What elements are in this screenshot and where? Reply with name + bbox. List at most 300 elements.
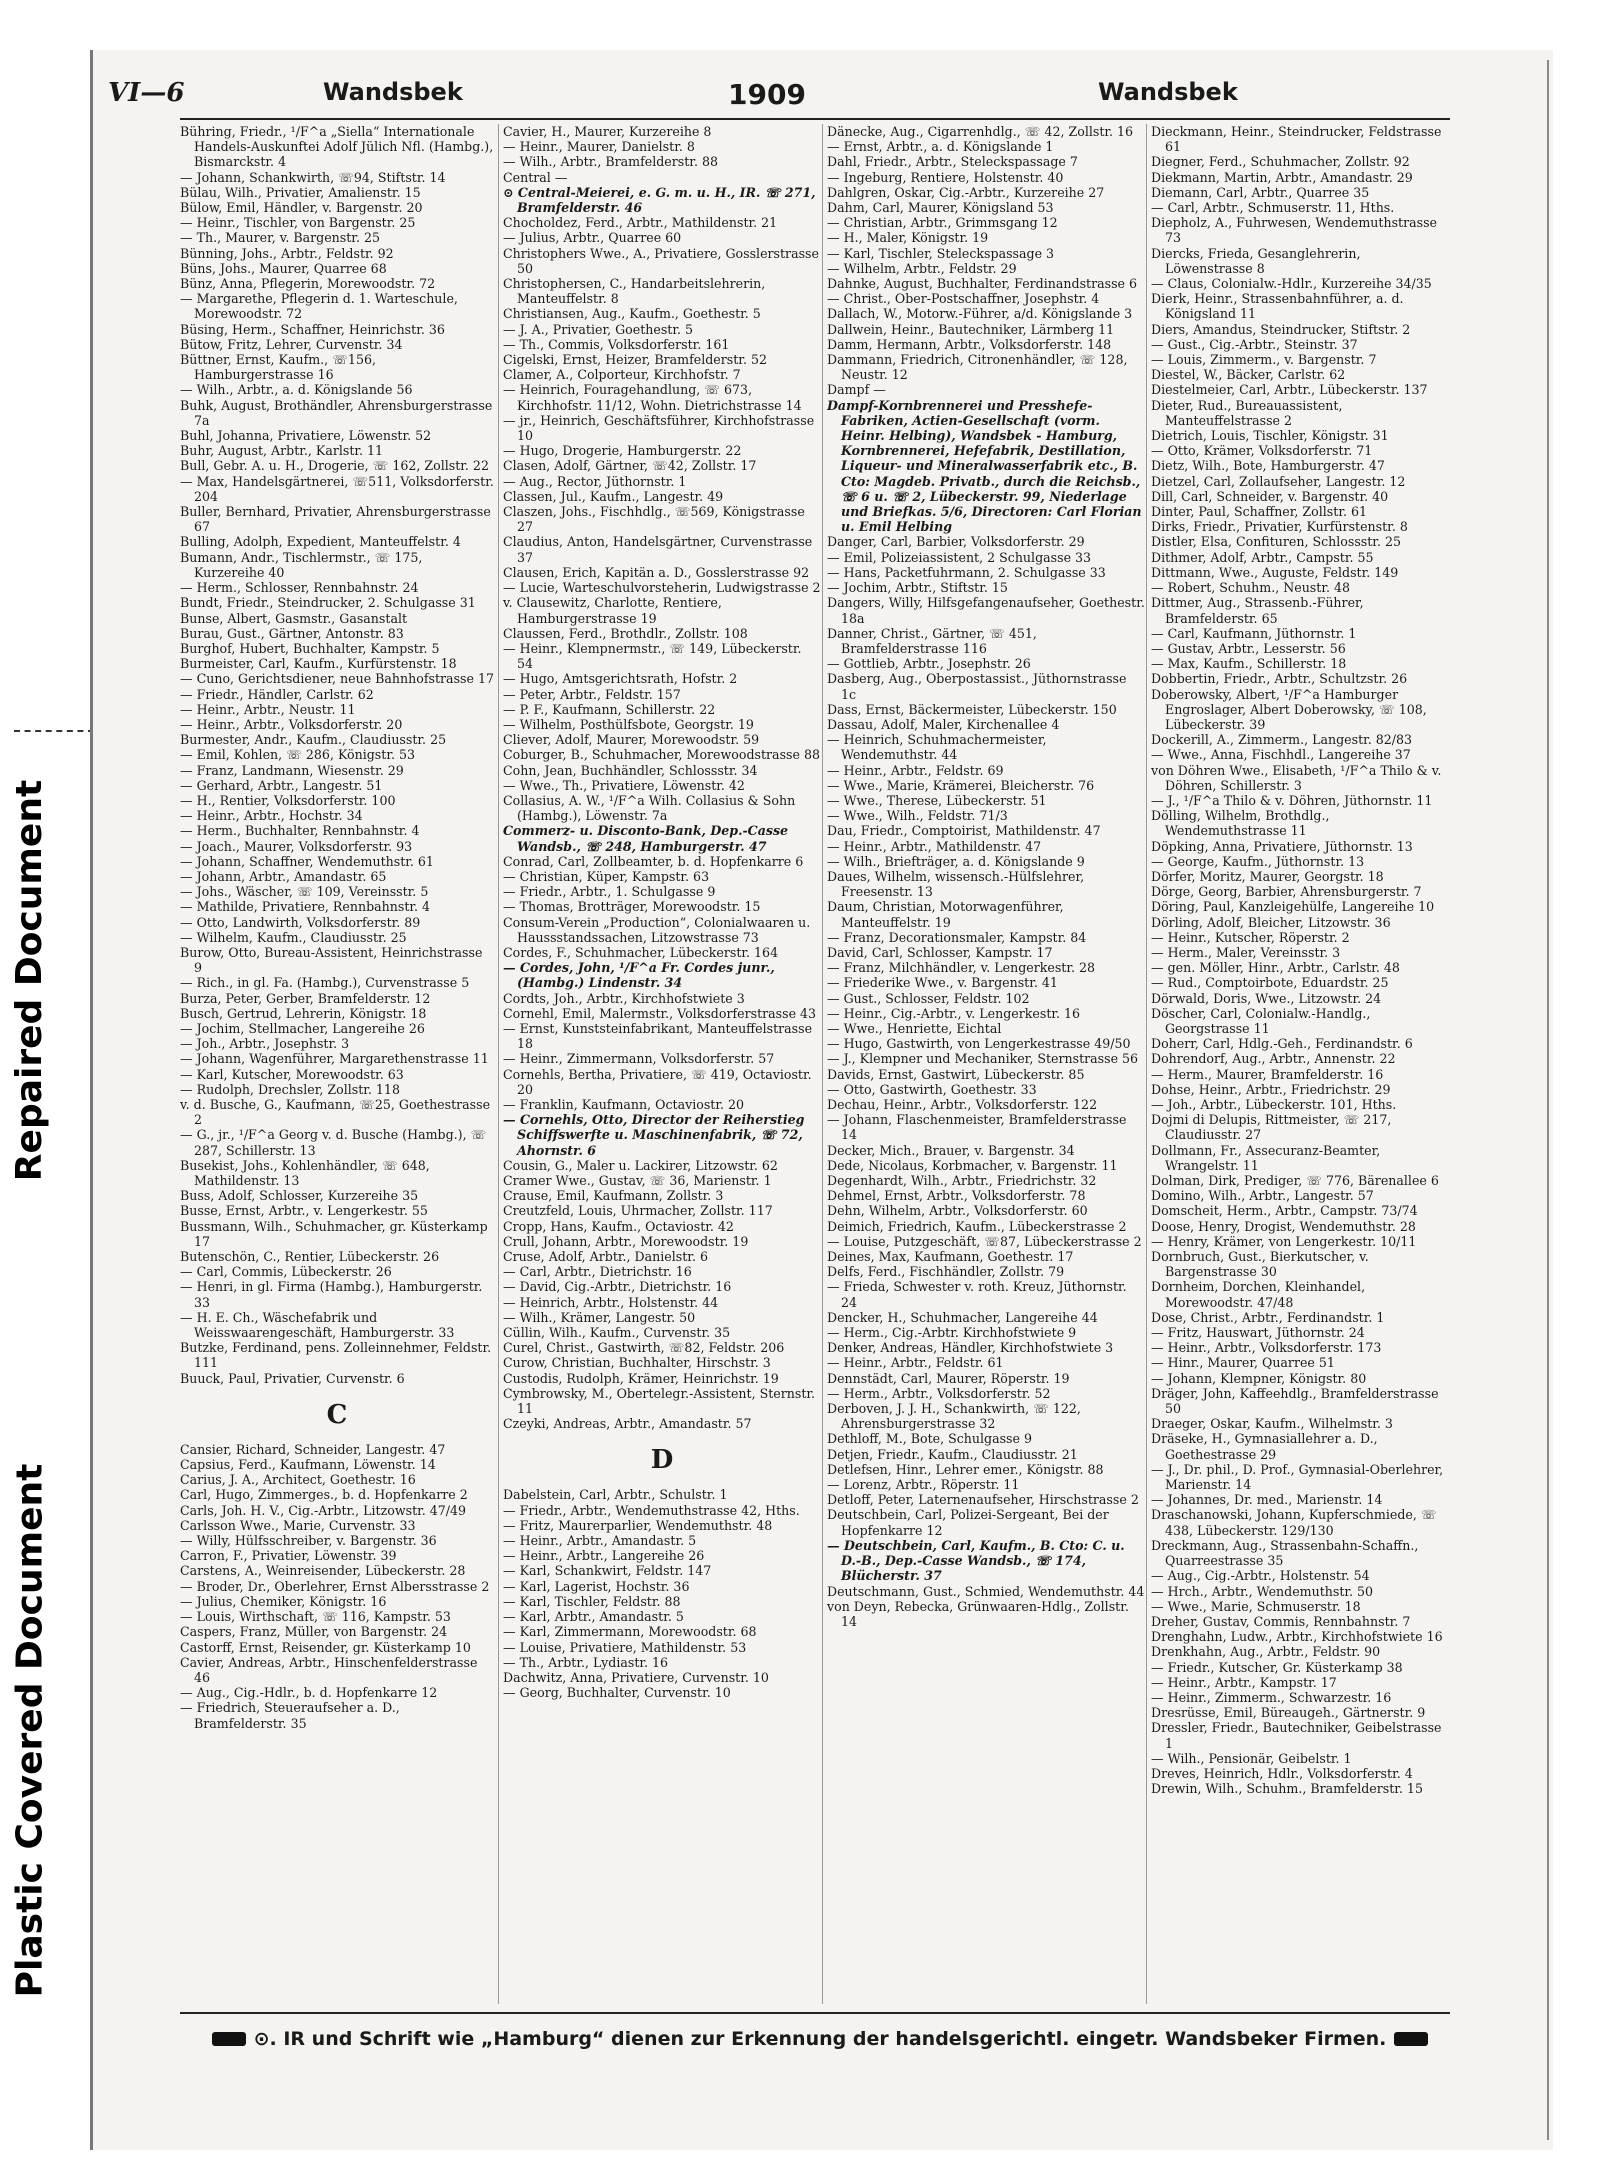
directory-entry: Bülow, Emil, Händler, v. Bargenstr. 20 xyxy=(180,200,423,216)
directory-column-2 xyxy=(498,124,825,2004)
directory-entry: — Johann, Klempner, Königstr. 80 xyxy=(1151,1370,1367,1386)
directory-entry: — Johann, Wagenführer, Margarethenstrasse 11 xyxy=(180,1051,489,1067)
directory-entry: Damm, Hermann, Arbtr., Volksdorferstr. 148 xyxy=(827,336,1112,352)
directory-entry: — Claus, Colonialw.-Hdlr., Kurzereihe 34/35 xyxy=(1151,276,1432,292)
directory-entry: Dammann, Friedrich, Citronenhändler, ☏ 128, Neustr. 12 xyxy=(827,352,1128,383)
directory-entry: Cousin, G., Maler u. Lackirer, Litzowstr. 62 xyxy=(503,1157,778,1173)
directory-entry: Domino, Wilh., Arbtr., Langestr. 57 xyxy=(1151,1188,1374,1204)
directory-entry: Bull, Gebr. A. u. H., Drogerie, ☏ 162, Zollstr. 22 xyxy=(180,458,489,474)
directory-entry: — Karl, Arbtr., Amandastr. 5 xyxy=(503,1609,684,1625)
directory-entry: Dallach, W., Motorw.-Führer, a/d. Königslande 3 xyxy=(827,306,1133,322)
directory-entry: Dangers, Willy, Hilfsgefangenaufseher, Goethestr. 18a xyxy=(827,595,1145,626)
directory-entry: Dau, Friedr., Comptoirist, Mathildenstr. 47 xyxy=(827,823,1101,839)
directory-entry: — Heinr., Arbtr., Feldstr. 61 xyxy=(827,1355,1004,1371)
directory-entry: — Karl, Schankwirt, Feldstr. 147 xyxy=(503,1563,712,1579)
directory-entry: Bulling, Adolph, Expedient, Manteuffelstr. 4 xyxy=(180,534,461,550)
directory-entry: Dohrendorf, Aug., Arbtr., Annenstr. 22 xyxy=(1151,1051,1396,1067)
directory-entry: — Deutschbein, Carl, Kaufm., B. Cto: C. u. D.-B., Dep.-Casse Wandsb., ☏ 174, Blücherstr. 37 xyxy=(827,1537,1125,1584)
directory-entry: Dabelstein, Carl, Arbtr., Schulstr. 1 xyxy=(503,1487,728,1503)
directory-entry: Büsing, Herm., Schaffner, Heinrichstr. 36 xyxy=(180,321,445,337)
directory-entry: — J. A., Privatier, Goethestr. 5 xyxy=(503,321,694,337)
directory-entry: Dornheim, Dorchen, Kleinhandel, Morewoodstr. 47/48 xyxy=(1151,1279,1366,1310)
directory-entry: — Joach., Maurer, Volksdorferstr. 93 xyxy=(180,838,413,854)
directory-entry: Distler, Elsa, Confituren, Schlossstr. 25 xyxy=(1151,534,1401,550)
directory-entry: — Henry, Krämer, von Lengerkestr. 10/11 xyxy=(1151,1233,1417,1249)
directory-entry: — Emil, Polizeiassistent, 2 Schulgasse 33 xyxy=(827,549,1092,565)
directory-entry: Drenkhahn, Aug., Arbtr., Feldstr. 90 xyxy=(1151,1644,1381,1660)
directory-entry: Carl, Hugo, Zimmerges., b. d. Hopfenkarre 2 xyxy=(180,1487,468,1503)
directory-entry: Dachwitz, Anna, Privatiere, Curvenstr. 10 xyxy=(503,1669,769,1685)
directory-entry: Dechau, Heinr., Arbtr., Volksdorferstr. 122 xyxy=(827,1097,1098,1112)
directory-entry: — Wilh., Arbtr., a. d. Königslande 56 xyxy=(180,382,413,398)
directory-entry: Dennstädt, Carl, Maurer, Röperstr. 19 xyxy=(827,1370,1070,1386)
directory-entry: — Joh., Arbtr., Josephstr. 3 xyxy=(180,1036,350,1052)
plastic-covered-document-label: Plastic Covered Document xyxy=(9,1463,51,1997)
directory-entry: David, Carl, Schlosser, Kampstr. 17 xyxy=(827,944,1053,960)
directory-entry: — Louise, Putzgeschäft, ☏87, Lübeckerstrasse 2 xyxy=(827,1233,1142,1249)
directory-entry: Döscher, Carl, Colonialw.-Handlg., Georgstrasse 11 xyxy=(1151,1005,1371,1036)
directory-entry: Busch, Gertrud, Lehrerin, Königstr. 18 xyxy=(180,1005,427,1021)
header-rule xyxy=(180,118,1450,120)
directory-entry: — Heinr., Arbtr., Hochstr. 34 xyxy=(180,808,363,824)
page-footer xyxy=(190,2024,1450,2054)
directory-entry: — G., jr., ¹/F^a Georg v. d. Busche (Hambg.), ☏ 287, Schillerstr. 13 xyxy=(180,1127,487,1158)
directory-entry: Dörge, Georg, Barbier, Ahrensburgerstr. 7 xyxy=(1151,884,1422,900)
directory-entry: — George, Kaufm., Jüthornstr. 13 xyxy=(1151,853,1365,869)
directory-entry: — Lucie, Warteschulvorsteherin, Ludwigstrasse 2 xyxy=(503,580,821,596)
directory-entry: — Frieda, Schwester v. roth. Kreuz, Jüthornstr. 24 xyxy=(827,1279,1127,1310)
directory-entry: Cigelski, Ernst, Heizer, Bramfelderstr. 52 xyxy=(503,352,767,368)
directory-entry: — Hans, Packetfuhrmann, 2. Schulgasse 33 xyxy=(827,564,1106,580)
directory-entry: — Christian, Küper, Kampstr. 63 xyxy=(503,868,710,884)
directory-entry: — Emil, Kohlen, ☏ 286, Königstr. 53 xyxy=(180,747,415,763)
directory-entry: Dörfer, Moritz, Maurer, Georgstr. 18 xyxy=(1151,868,1384,884)
directory-entry: Dahm, Carl, Maurer, Königsland 53 xyxy=(827,200,1054,216)
directory-entry: Dencker, H., Schuhmacher, Langereihe 44 xyxy=(827,1309,1098,1325)
directory-entry: Dampf — xyxy=(827,382,886,398)
directory-entry: Bülau, Wilh., Privatier, Amalienstr. 15 xyxy=(180,184,421,200)
directory-entry: — Friedr., Händler, Carlstr. 62 xyxy=(180,686,374,702)
directory-entry: — Wilh., Krämer, Langestr. 50 xyxy=(503,1309,696,1325)
directory-entry: Dehn, Wilhelm, Arbtr., Volksdorferstr. 60 xyxy=(827,1203,1088,1219)
directory-entry: Cavier, Andreas, Arbtr., Hinschenfelderstrasse 46 xyxy=(180,1654,478,1685)
directory-entry: — Heinr., Kutscher, Röperstr. 2 xyxy=(1151,929,1350,945)
directory-entry: Curow, Christian, Buchhalter, Hirschstr. 3 xyxy=(503,1355,771,1371)
directory-entry: — H., Rentier, Volksdorferstr. 100 xyxy=(180,792,396,808)
directory-entry: Consum-Verein „Production“, Colonialwaaren u. Haussstandssachen, Litzowstrasse 73 xyxy=(503,914,811,945)
directory-entry: Dräger, John, Kaffeehdlg., Bramfelderstrasse 50 xyxy=(1151,1385,1439,1417)
directory-entry: — Karl, Zimmermann, Morewoodstr. 68 xyxy=(503,1624,757,1640)
directory-entry: Diercks, Frieda, Gesanglehrerin, Löwenstrasse 8 xyxy=(1151,245,1361,276)
directory-entry: — Heinr., Arbtr., Neustr. 11 xyxy=(180,701,356,717)
directory-entry: Chocholdez, Ferd., Arbtr., Mathildenstr. 21 xyxy=(503,215,778,231)
directory-entry: — jr., Heinrich, Geschäftsführer, Kirchhofstrasse 10 xyxy=(503,412,815,444)
directory-entry: Deutschmann, Gust., Schmied, Wendemuthstr. 44 xyxy=(827,1583,1145,1599)
directory-entry: — Johann, Schaffner, Wendemuthstr. 61 xyxy=(180,853,434,869)
directory-entry: Daues, Wilhelm, wissensch.-Hülfslehrer, Freesenstr. 13 xyxy=(827,868,1085,900)
directory-entry: — Heinr., Cig.-Arbtr., v. Lengerkestr. 16 xyxy=(827,1005,1081,1021)
directory-entry: — Heinr., Zimmermann, Volksdorferstr. 57 xyxy=(503,1051,775,1067)
footer-rule xyxy=(180,2012,1450,2014)
directory-entry: — Ernst, Arbtr., a. d. Königslande 1 xyxy=(827,139,1054,155)
directory-entry: — Robert, Schuhm., Neustr. 48 xyxy=(1151,580,1351,596)
header-city-left: Wandsbek xyxy=(323,78,463,106)
directory-entry: Dressler, Friedr., Bautechniker, Geibelstrasse 1 xyxy=(1151,1720,1442,1751)
directory-entry: Dallwein, Heinr., Bautechniker, Lärmberg 11 xyxy=(827,321,1115,337)
directory-entry: — Carl, Kaufmann, Jüthornstr. 1 xyxy=(1151,625,1357,641)
directory-entry: Cüllin, Wilh., Kaufm., Curvenstr. 35 xyxy=(503,1325,731,1341)
directory-entry: — Friedr., Arbtr., Wendemuthstrasse 42, Hths. xyxy=(503,1502,800,1518)
directory-entry: Carstens, A., Weinreisender, Lübeckerstr. 28 xyxy=(180,1563,466,1579)
directory-entry: — Hugo, Drogerie, Hamburgerstr. 22 xyxy=(503,443,742,459)
directory-entry: — Gust., Schlosser, Feldstr. 102 xyxy=(827,990,1030,1006)
directory-entry: — Herm., Maurer, Bramfelderstr. 16 xyxy=(1151,1066,1384,1082)
directory-entry: Cornehls, Bertha, Privatiere, ☏ 419, Octaviostr. 20 xyxy=(503,1066,812,1097)
header-year: 1909 xyxy=(728,78,806,111)
directory-entry: v. d. Busche, G., Kaufmann, ☏25, Goethestrasse 2 xyxy=(180,1097,491,1128)
directory-entry: Diepholz, A., Fuhrwesen, Wendemuthstrasse 73 xyxy=(1151,215,1438,246)
directory-entry: Butenschön, C., Rentier, Lübeckerstr. 26 xyxy=(180,1249,440,1265)
directory-entry: — J., Klempner und Mechaniker, Sternstrasse 56 xyxy=(827,1051,1139,1067)
directory-entry: Dornbruch, Gust., Bierkutscher, v. Bargenstrasse 30 xyxy=(1151,1249,1369,1280)
directory-entry: — Karl, Tischler, Steleckspassage 3 xyxy=(827,245,1055,261)
directory-entry: — Franz, Landmann, Wiesenstr. 29 xyxy=(180,762,404,778)
directory-entry: — Johannes, Dr. med., Marienstr. 14 xyxy=(1151,1492,1383,1508)
directory-entry: — Heinr., Zimmerm., Schwarzestr. 16 xyxy=(1151,1689,1392,1705)
directory-entry: Dass, Ernst, Bäckermeister, Lübeckerstr. 150 xyxy=(827,701,1117,717)
directory-entry: — Fritz, Maurerparlier, Wendemuthstr. 48 xyxy=(503,1517,773,1533)
directory-entry: — Friedr., Arbtr., 1. Schulgasse 9 xyxy=(503,884,716,900)
directory-entry: Doherr, Carl, Hdlg.-Geh., Ferdinandstr. 6 xyxy=(1151,1036,1413,1052)
directory-entry: — Otto, Krämer, Volksdorferstr. 71 xyxy=(1151,443,1373,459)
directory-entry: Burmester, Andr., Kaufm., Claudiusstr. 25 xyxy=(180,732,447,748)
directory-entry: Dietrich, Louis, Tischler, Königstr. 31 xyxy=(1151,428,1389,444)
directory-entry: Claudius, Anton, Handelsgärtner, Curvenstrasse 37 xyxy=(503,534,813,565)
directory-entry: Custodis, Rudolph, Krämer, Heinrichstr. 19 xyxy=(503,1370,779,1386)
directory-entry: Buss, Adolf, Schlosser, Kurzereihe 35 xyxy=(180,1188,419,1204)
directory-entry: Burau, Gust., Gärtner, Antonstr. 83 xyxy=(180,625,404,641)
directory-entry: — Johann, Arbtr., Amandastr. 65 xyxy=(180,868,387,884)
directory-entry: — Rud., Comptoirbote, Eduardstr. 25 xyxy=(1151,975,1389,991)
directory-entry: — Wilhelm, Kaufm., Claudiusstr. 25 xyxy=(180,929,407,945)
directory-entry: — Johann, Flaschenmeister, Bramfelderstrasse 14 xyxy=(827,1112,1127,1143)
directory-entry: — Joh., Arbtr., Lübeckerstr. 101, Hths. xyxy=(1151,1097,1397,1112)
directory-entry: Döpking, Anna, Privatiere, Jüthornstr. 13 xyxy=(1151,838,1413,854)
directory-entry: Dörwald, Doris, Wwe., Litzowstr. 24 xyxy=(1151,990,1382,1006)
directory-entry: Bussmann, Wilh., Schuhmacher, gr. Küsterkamp 17 xyxy=(180,1218,488,1249)
directory-column-3 xyxy=(822,124,1149,2004)
directory-entry: Diemann, Carl, Arbtr., Quarree 35 xyxy=(1151,184,1370,200)
directory-entry: Bunse, Albert, Gasmstr., Gasanstalt xyxy=(180,610,408,626)
directory-entry: Domscheit, Herm., Arbtr., Campstr. 73/74 xyxy=(1151,1203,1418,1219)
directory-entry: Central — xyxy=(503,169,568,185)
directory-entry: — gen. Möller, Hinr., Arbtr., Carlstr. 48 xyxy=(1151,960,1400,976)
directory-entry: — Friedr., Kutscher, Gr. Küsterkamp 38 xyxy=(1151,1659,1403,1675)
directory-entry: Deimich, Friedrich, Kaufm., Lübeckerstrasse 2 xyxy=(827,1218,1127,1234)
directory-entry: Dojmi di Delupis, Rittmeister, ☏ 217, Claudiusstr. 27 xyxy=(1151,1112,1392,1143)
directory-entry: Claszen, Johs., Fischhdlg., ☏569, Königstrasse 27 xyxy=(503,504,805,535)
directory-entry: Bumann, Andr., Tischlermstr., ☏ 175, Kurzereihe 40 xyxy=(180,549,423,580)
directory-entry: Cramer Wwe., Gustav, ☏ 36, Marienstr. 1 xyxy=(503,1173,772,1189)
directory-entry: — David, Cig.-Arbtr., Dietrichstr. 16 xyxy=(503,1279,732,1295)
directory-entry: — Lorenz, Arbtr., Röperstr. 11 xyxy=(827,1477,1020,1493)
directory-entry: — Julius, Chemiker, Königstr. 16 xyxy=(180,1593,387,1609)
directory-entry: — Heinrich, Arbtr., Holstenstr. 44 xyxy=(503,1294,719,1310)
directory-entry: Dräseke, H., Gymnasiallehrer a. D., Goethestrasse 29 xyxy=(1151,1431,1378,1462)
directory-entry: Diestelmeier, Carl, Arbtr., Lübeckerstr. 137 xyxy=(1151,382,1428,398)
directory-entry: — J., ¹/F^a Thilo & v. Döhren, Jüthornstr. 11 xyxy=(1151,792,1433,808)
directory-entry: Dolman, Dirk, Prediger, ☏ 776, Bärenallee 6 xyxy=(1151,1173,1439,1189)
page-number: VI—6 xyxy=(108,78,185,108)
directory-entry: — Heinrich, Schuhmachermeister, Wendemuthstr. 44 xyxy=(827,732,1047,763)
directory-entry: Drewin, Wilh., Schuhm., Bramfelderstr. 15 xyxy=(1151,1781,1423,1797)
directory-entry: — Carl, Arbtr., Dietrichstr. 16 xyxy=(503,1264,692,1280)
directory-column-4 xyxy=(1146,124,1455,2004)
directory-entry: Draschanowski, Johann, Kupferschmiede, ☏ 438, Lübeckerstr. 129/130 xyxy=(1151,1507,1437,1538)
section-letter-d: D xyxy=(650,1445,674,1476)
directory-entry: Cordes, F., Schuhmacher, Lübeckerstr. 164 xyxy=(503,944,779,960)
directory-entry: — H., Maler, Königstr. 19 xyxy=(827,230,989,246)
directory-entry: — J., Dr. phil., D. Prof., Gymnasial-Oberlehrer, Marienstr. 14 xyxy=(1151,1461,1444,1493)
directory-entry: ⊙ Central-Meierei, e. G. m. u. H., IR. ☏ 271, Bramfelderstr. 46 xyxy=(503,184,816,216)
directory-entry: Buller, Bernhard, Privatier, Ahrensburgerstrasse 67 xyxy=(180,504,491,535)
directory-entry: Czeyki, Andreas, Arbtr., Amandastr. 57 xyxy=(503,1416,752,1432)
directory-entry: — Christ., Ober-Postschaffner, Josephstr. 4 xyxy=(827,291,1100,307)
cut-line-marker xyxy=(14,730,94,732)
directory-entry: Castorff, Ernst, Reisender, gr. Küsterkamp 10 xyxy=(180,1639,471,1655)
directory-entry: — Georg, Buchhalter, Curvenstr. 10 xyxy=(503,1685,731,1701)
pointing-hand-icon xyxy=(212,2032,246,2046)
directory-entry: Classen, Jul., Kaufm., Langestr. 49 xyxy=(503,488,724,504)
directory-entry: — Herm., Maler, Vereinsstr. 3 xyxy=(1151,944,1341,960)
footer-note: ⊙. IR und Schrift wie „Hamburg“ dienen zur Erkennung der handelsgerichtl. eingetr. Wandsbeker Firmen. xyxy=(253,2028,1387,2050)
directory-column-1 xyxy=(180,124,498,2004)
directory-entry: — Max, Kaufm., Schillerstr. 18 xyxy=(1151,656,1347,672)
directory-entry: — Heinr., Arbtr., Volksdorferstr. 20 xyxy=(180,716,403,732)
directory-entry: — Aug., Rector, Jüthornstr. 1 xyxy=(503,473,687,489)
directory-entry: — Broder, Dr., Oberlehrer, Ernst Albersstrasse 2 xyxy=(180,1578,490,1594)
directory-entry: — Carl, Commis, Lübeckerstr. 26 xyxy=(180,1264,392,1280)
directory-entry: — Hrch., Arbtr., Wendemuthstr. 50 xyxy=(1151,1583,1374,1599)
directory-entry: Daum, Christian, Motorwagenführer, Manteuffelstr. 19 xyxy=(827,899,1064,930)
directory-entry: Buhl, Johanna, Privatiere, Löwenstr. 52 xyxy=(180,428,432,444)
directory-entry: — Herm., Arbtr., Volksdorferstr. 52 xyxy=(827,1385,1051,1401)
directory-entry: Büttner, Ernst, Kaufm., ☏156, Hamburgerstrasse 16 xyxy=(180,352,376,383)
directory-entry: Burmeister, Carl, Kaufm., Kurfürstenstr. 18 xyxy=(180,656,457,672)
directory-entry: Bundt, Friedr., Steindrucker, 2. Schulgasse 31 xyxy=(180,595,476,611)
directory-entry: — Henri, in gl. Firma (Hambg.), Hamburgerstr. 33 xyxy=(180,1279,483,1310)
directory-entry: Christophersen, C., Handarbeitslehrerin, Manteuffelstr. 8 xyxy=(503,276,766,307)
directory-entry: — Mathilde, Privatiere, Rennbahnstr. 4 xyxy=(180,899,431,915)
directory-entry: von Döhren Wwe., Elisabeth, ¹/F^a Thilo & v. Döhren, Schillerstr. 3 xyxy=(1151,762,1442,793)
directory-entry: — Cordes, John, ¹/F^a Fr. Cordes junr., (Hambg.) Lindenstr. 34 xyxy=(503,960,775,991)
directory-entry: — Hugo, Gastwirth, von Lengerkestrasse 49/50 xyxy=(827,1036,1131,1052)
directory-entry: — Wwe., Th., Privatiere, Löwenstr. 42 xyxy=(503,777,745,793)
directory-entry: — Wilhelm, Posthülfsbote, Georgstr. 19 xyxy=(503,716,754,732)
directory-entry: — Wwe., Wilh., Feldstr. 71/3 xyxy=(827,808,1008,824)
directory-entry: — Wwe., Marie, Krämerei, Bleicherstr. 76 xyxy=(827,777,1095,793)
directory-entry: Delfs, Ferd., Fischhändler, Zollstr. 79 xyxy=(827,1264,1065,1280)
directory-entry: Dithmer, Adolf, Arbtr., Campstr. 55 xyxy=(1151,549,1374,565)
directory-entry: Busekist, Johs., Kohlenhändler, ☏ 648, Mathildenstr. 13 xyxy=(180,1157,430,1189)
directory-entry: Dede, Nicolaus, Korbmacher, v. Bargenstr. 11 xyxy=(827,1157,1118,1173)
directory-entry: Curel, Christ., Gastwirth, ☏82, Feldstr. 206 xyxy=(503,1340,785,1356)
directory-entry: Dehmel, Ernst, Arbtr., Volksdorferstr. 78 xyxy=(827,1188,1086,1204)
directory-entry: — Karl, Kutscher, Morewoodstr. 63 xyxy=(180,1066,404,1082)
page-edge xyxy=(1547,60,1549,2140)
directory-entry: — P. F., Kaufmann, Schillerstr. 22 xyxy=(503,701,716,717)
directory-entry: Cliever, Adolf, Maurer, Morewoodstr. 59 xyxy=(503,732,760,748)
directory-entry: — Karl, Lagerist, Hochstr. 36 xyxy=(503,1578,690,1594)
directory-entry: — Hinr., Maurer, Quarree 51 xyxy=(1151,1355,1335,1371)
directory-entry: Davids, Ernst, Gastwirt, Lübeckerstr. 85 xyxy=(827,1066,1085,1082)
directory-entry: Dinter, Paul, Schaffner, Zollstr. 61 xyxy=(1151,504,1367,520)
directory-entry: — Julius, Arbtr., Quarree 60 xyxy=(503,230,682,246)
directory-entry: von Deyn, Rebecka, Grünwaaren-Hdlg., Zollstr. 14 xyxy=(827,1598,1129,1629)
directory-entry: Dieter, Rud., Bureauassistent, Manteuffelstrasse 2 xyxy=(1151,397,1343,428)
repaired-document-label: Repaired Document xyxy=(9,779,51,1181)
directory-entry: — Wilhelm, Arbtr., Feldstr. 29 xyxy=(827,260,1017,276)
page-header xyxy=(108,78,1428,120)
directory-entry: Derboven, J. J. H., Schankwirth, ☏ 122, Ahrensburgerstrasse 32 xyxy=(827,1401,1081,1432)
directory-entry: Dreckmann, Aug., Strassenbahn-Schaffn., Quarreestrasse 35 xyxy=(1151,1537,1419,1569)
directory-entry: — Franz, Milchhändler, v. Lengerkestr. 28 xyxy=(827,960,1096,976)
directory-entry: Capsius, Ferd., Kaufmann, Löwenstr. 14 xyxy=(180,1457,436,1473)
directory-entry: Bünz, Anna, Pflegerin, Morewoodstr. 72 xyxy=(180,276,436,292)
directory-entry: — Wwe., Marie, Schmuserstr. 18 xyxy=(1151,1598,1361,1614)
directory-entry: — Margarethe, Pflegerin d. 1. Warteschule, Morewoodstr. 72 xyxy=(180,291,458,322)
directory-entry: Clasen, Adolf, Gärtner, ☏42, Zollstr. 17 xyxy=(503,458,757,474)
directory-entry: — Heinr., Arbtr., Volksdorferstr. 173 xyxy=(1151,1340,1382,1356)
directory-entry: Dose, Christ., Arbtr., Ferdinandstr. 1 xyxy=(1151,1309,1385,1325)
directory-entry: Degenhardt, Wilh., Arbtr., Friedrichstr. 32 xyxy=(827,1173,1097,1189)
directory-entry: — Friedrich, Steueraufseher a. D., Bramfelderstr. 35 xyxy=(180,1700,400,1731)
directory-entry: — Cuno, Gerichtsdiener, neue Bahnhofstrasse 17 xyxy=(180,671,494,687)
directory-entry: Denker, Andreas, Händler, Kirchhofstwiete 3 xyxy=(827,1340,1114,1356)
directory-entry: Büns, Johs., Maurer, Quarree 68 xyxy=(180,260,387,276)
directory-entry: — Heinr., Tischler, von Bargenstr. 25 xyxy=(180,215,416,231)
directory-entry: Cordts, Joh., Arbtr., Kirchhofstwiete 3 xyxy=(503,990,745,1006)
directory-entry: — H. E. Ch., Wäschefabrik und Weisswaarengeschäft, Hamburgerstr. 33 xyxy=(180,1309,455,1341)
directory-entry: — Christian, Arbtr., Grimmsgang 12 xyxy=(827,215,1058,231)
directory-entry: Claussen, Ferd., Brothdlr., Zollstr. 108 xyxy=(503,625,748,641)
directory-entry: — Otto, Landwirth, Volksdorferstr. 89 xyxy=(180,914,421,930)
directory-entry: — Th., Arbtr., Lydiastr. 16 xyxy=(503,1654,669,1670)
directory-entry: — Thomas, Brotträger, Morewoodstr. 15 xyxy=(503,899,761,915)
directory-entry: — Hugo, Amtsgerichtsrath, Hofstr. 2 xyxy=(503,671,738,687)
directory-entry: Cansier, Richard, Schneider, Langestr. 47 xyxy=(180,1441,446,1457)
directory-entry: Creutzfeld, Louis, Uhrmacher, Zollstr. 117 xyxy=(503,1203,773,1219)
directory-entry: — Heinr., Arbtr., Kampstr. 17 xyxy=(1151,1674,1337,1690)
directory-entry: Dierk, Heinr., Strassenbahnführer, a. d. Königsland 11 xyxy=(1151,291,1404,322)
directory-entry: — Jochim, Stellmacher, Langereihe 26 xyxy=(180,1020,425,1036)
directory-entry: — Ernst, Kunststeinfabrikant, Manteuffelstrasse 18 xyxy=(503,1020,813,1052)
directory-entry: — Otto, Gastwirth, Goethestr. 33 xyxy=(827,1081,1037,1097)
directory-entry: Carron, F., Privatier, Löwenstr. 39 xyxy=(180,1548,397,1564)
directory-entry: Bütow, Fritz, Lehrer, Curvenstr. 34 xyxy=(180,336,403,352)
directory-entry: v. Clausewitz, Charlotte, Rentiere, Hamburgerstrasse 19 xyxy=(503,595,722,626)
directory-entry: Butzke, Ferdinand, pens. Zolleinnehmer, Feldstr. 111 xyxy=(180,1340,492,1371)
directory-entry: Dreher, Gustav, Commis, Rennbahnstr. 7 xyxy=(1151,1613,1411,1629)
directory-entry: Dietzel, Carl, Zollaufseher, Langestr. 12 xyxy=(1151,473,1406,489)
directory-entry: Buhk, August, Brothändler, Ahrensburgerstrasse 7a xyxy=(180,397,493,428)
directory-entry: — Wwe., Therese, Lübeckerstr. 51 xyxy=(827,792,1047,808)
directory-entry: — Gottlieb, Arbtr., Josephstr. 26 xyxy=(827,656,1031,672)
directory-entry: Diestel, W., Bäcker, Carlstr. 62 xyxy=(1151,367,1346,383)
directory-entry: Decker, Mich., Brauer, v. Bargenstr. 34 xyxy=(827,1142,1075,1158)
directory-entry: — Friederike Wwe., v. Bargenstr. 41 xyxy=(827,975,1058,991)
directory-entry: Burow, Otto, Bureau-Assistent, Heinrichstrasse 9 xyxy=(180,944,483,976)
directory-entry: — Johann, Schankwirth, ☏94, Stiftstr. 14 xyxy=(180,169,446,185)
directory-entry: Döring, Paul, Kanzleigehülfe, Langereihe 10 xyxy=(1151,899,1435,915)
directory-entry: — Fritz, Hauswart, Jüthornstr. 24 xyxy=(1151,1325,1365,1341)
directory-entry: Burza, Peter, Gerber, Bramfelderstr. 12 xyxy=(180,990,431,1006)
directory-entry: Danner, Christ., Gärtner, ☏ 451, Bramfelderstrasse 116 xyxy=(827,625,1037,656)
directory-entry: — Louis, Zimmerm., v. Bargenstr. 7 xyxy=(1151,352,1377,368)
directory-entry: Dahnke, August, Buchhalter, Ferdinandstrasse 6 xyxy=(827,276,1138,292)
directory-entry: — Gustav, Arbtr., Lesserstr. 56 xyxy=(1151,640,1346,656)
directory-entry: — Herm., Schlosser, Rennbahnstr. 24 xyxy=(180,580,419,596)
directory-entry: Draeger, Oskar, Kaufm., Wilhelmstr. 3 xyxy=(1151,1416,1393,1432)
directory-entry: Conrad, Carl, Zollbeamter, b. d. Hopfenkarre 6 xyxy=(503,853,804,869)
directory-entry: Dahl, Friedr., Arbtr., Steleckspassage 7 xyxy=(827,154,1078,170)
directory-entry: — Rudolph, Drechsler, Zollstr. 118 xyxy=(180,1081,400,1097)
directory-entry: — Max, Handelsgärtnerei, ☏511, Volksdorferstr. 204 xyxy=(180,473,494,504)
directory-entry: Detloff, Peter, Laternenaufseher, Hirschstrasse 2 xyxy=(827,1492,1139,1508)
directory-entry: — Heinr., Maurer, Danielstr. 8 xyxy=(503,139,695,155)
directory-entry: Doberowsky, Albert, ¹/F^a Hamburger Engroslager, Albert Doberowsky, ☏ 108, Lübeckerstr. 39 xyxy=(1151,686,1427,732)
directory-entry: Diegner, Ferd., Schuhmacher, Zollstr. 92 xyxy=(1151,154,1410,170)
directory-entry: Deutschbein, Carl, Polizei-Sergeant, Bei der Hopfenkarre 12 xyxy=(827,1507,1109,1538)
directory-entry: Dockerill, A., Zimmerm., Langestr. 82/83 xyxy=(1151,732,1413,748)
directory-entry: — Wwe., Henriette, Eichtal xyxy=(827,1020,1002,1036)
directory-entry: — Heinr., Arbtr., Feldstr. 69 xyxy=(827,762,1004,778)
directory-entry: Dollmann, Fr., Assecuranz-Beamter, Wrangelstr. 11 xyxy=(1151,1142,1381,1173)
directory-entry: Carius, J. A., Architect, Goethestr. 16 xyxy=(180,1472,416,1488)
directory-entry: — Herm., Cig.-Arbtr. Kirchhofstwiete 9 xyxy=(827,1325,1077,1341)
directory-entry: Dampf-Kornbrennerei und Presshefe-Fabriken, Actien-Gesellschaft (vorm. Heinr. Helbing), Wandsbek - Hamburg, Kornbrennerei, Hefefabrik, Destillation, Liqueur- und Mineralwasserfabrik etc., B. Cto: Magdeb. Privatb., durch die Reichsb., ☏ 6 u. ☏ 2, Lübeckerstr. 99, Niederlage und Briefkas. 5/6, Directoren: Carl Florian u. Emil Helbing xyxy=(827,397,1142,535)
directory-entry: Dresrüsse, Emil, Büreaugeh., Gärtnerstr. 9 xyxy=(1151,1705,1426,1721)
directory-entry: — Heinrich, Fouragehandlung, ☏ 673, Kirchhofstr. 11/12, Wohn. Dietrichstrasse 14 xyxy=(503,382,802,413)
directory-entry: Collasius, A. W., ¹/F^a Wilh. Collasius & Sohn (Hambg.), Löwenstr. 7a xyxy=(503,792,796,824)
directory-entry: — Willy, Hülfsschreiber, v. Bargenstr. 36 xyxy=(180,1533,437,1549)
directory-entry: Dasberg, Aug., Oberpostassist., Jüthornstrasse 1c xyxy=(827,671,1127,702)
directory-entry: Cruse, Adolf, Arbtr., Danielstr. 6 xyxy=(503,1249,708,1265)
directory-entry: — Wilh., Pensionär, Geibelstr. 1 xyxy=(1151,1750,1352,1766)
directory-entry: Dassau, Adolf, Maler, Kirchenallee 4 xyxy=(827,716,1060,732)
directory-entry: — Heinr., Arbtr., Langereihe 26 xyxy=(503,1548,705,1564)
directory-entry: Drenghahn, Ludw., Arbtr., Kirchhofstwiete 16 xyxy=(1151,1629,1443,1645)
directory-entry: — Wwe., Anna, Fischhdl., Langereihe 37 xyxy=(1151,747,1411,763)
directory-entry: — Louise, Privatiere, Mathildenstr. 53 xyxy=(503,1639,747,1655)
directory-entry: Dohse, Heinr., Arbtr., Friedrichstr. 29 xyxy=(1151,1081,1391,1097)
directory-entry: — Cornehls, Otto, Director der Reiherstieg Schiffswerfte u. Maschinenfabrik, ☏ 72, Ahornstr. 6 xyxy=(503,1112,805,1158)
directory-entry: — Wilh., Briefträger, a. d. Königslande 9 xyxy=(827,853,1085,869)
directory-entry: Buuck, Paul, Privatier, Curvenstr. 6 xyxy=(180,1370,405,1386)
directory-entry: Burghof, Hubert, Buchhalter, Kampstr. 5 xyxy=(180,640,440,656)
directory-entry: Coburger, B., Schuhmacher, Morewoodstrasse 88 xyxy=(503,747,820,763)
directory-entry: Cavier, H., Maurer, Kurzereihe 8 xyxy=(503,124,712,139)
directory-entry: Dethloff, M., Bote, Schulgasse 9 xyxy=(827,1431,1032,1447)
directory-entry: — Jochim, Arbtr., Stiftstr. 15 xyxy=(827,580,1008,596)
directory-entry: — Gust., Cig.-Arbtr., Steinstr. 37 xyxy=(1151,336,1358,352)
directory-entry: — Ingeburg, Rentiere, Holstenstr. 40 xyxy=(827,169,1064,185)
directory-entry: — Herm., Buchhalter, Rennbahnstr. 4 xyxy=(180,823,420,839)
directory-entry: Dittmer, Aug., Strassenb.-Führer, Bramfelderstr. 65 xyxy=(1151,595,1364,626)
directory-entry: — Carl, Arbtr., Schmuserstr. 11, Hths. xyxy=(1151,200,1395,216)
directory-entry: Deines, Max, Kaufmann, Goethestr. 17 xyxy=(827,1249,1074,1265)
directory-entry: Doose, Henry, Drogist, Wendemuthstr. 28 xyxy=(1151,1218,1416,1234)
